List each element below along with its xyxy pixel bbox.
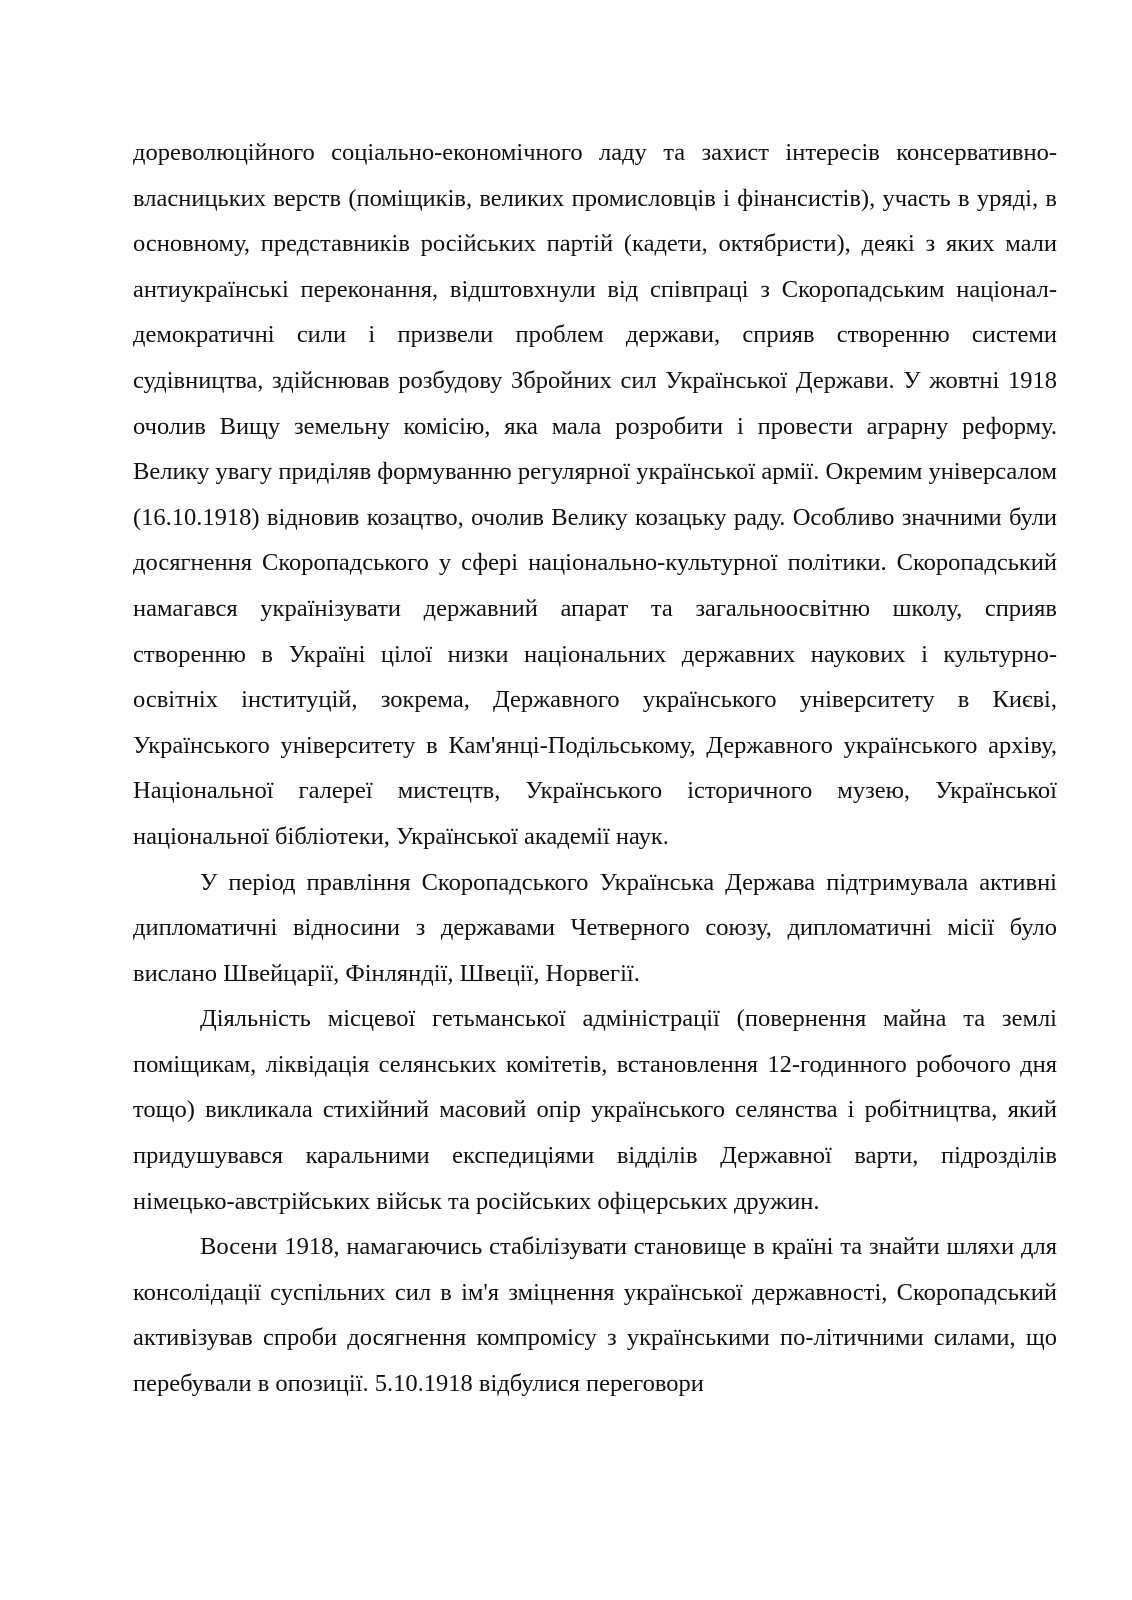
paragraph-3: Діяльність місцевої гетьманської адміністрації (повернення майна та землі поміщикам, ліквідація селянських комітетів, встановлення 12-годинного робочого дня тощо) викликала стихійний масовий опір українського селянства і робітництва, який придушувався каральними експедиціями відділів Державної варти, підрозділів німецько-австрійських військ та російських офіцерських дружин. xyxy=(133,1005,1057,1215)
paragraph-2: У період правління Скоропадського Українська Держава підтримувала активні дипломатичні відносини з державами Четверного союзу, дипломатичні місії було вислано Швейцарії, Фінляндії, Швеції, Норвегії. xyxy=(133,868,1057,987)
paragraph-1: дореволюційного соціально-економічного ладу та захист інтересів консервативно-власницьких верств (поміщиків, великих промисловців і фінансистів), участь в уряді, в основному, представників російських партій (кадети, октябристи), деякі з яких мали антиукраїнські переконання, відштовхнули від співпраці з Скоропадським націонал-демократичні сили і призвели проблем держави, сприяв створенню системи судівництва, здійснював розбудову Збройних сил Української Держави. У жовтні 1918 очолив Вищу земельну комісію, яка мала розробити і провести аграрну реформу. Велику увагу приділяв формуванню регулярної української армії. Окремим універсалом (16.10.1918) відновив козацтво, очолив Велику козацьку раду. Особливо значними були досягнення Скоропадського у сфері національно-культурної політики. Скоропадський намагався українізувати державний апарат та загальноосвітню школу, сприяв створенню в Україні цілої низки національних державних наукових і культурно-освітніх інституцій, зокрема, Державного українського університету в Києві, Українського університету в Кам'янці-Подільському, Державного українського архіву, Національної галереї мистецтв, Українського історичного музею, Української національної бібліотеки, Української академії наук. xyxy=(133,139,1057,850)
document-body xyxy=(133,130,1057,1407)
paragraph-4: Восени 1918, намагаючись стабілізувати становище в країні та знайти шляхи для консолідації суспільних сил в ім'я зміцнення української державності, Скоропадський активізував спроби досягнення компромісу з українськими по-літичними силами, що перебували в опозиції. 5.10.1918 відбулися переговори xyxy=(133,1233,1057,1398)
